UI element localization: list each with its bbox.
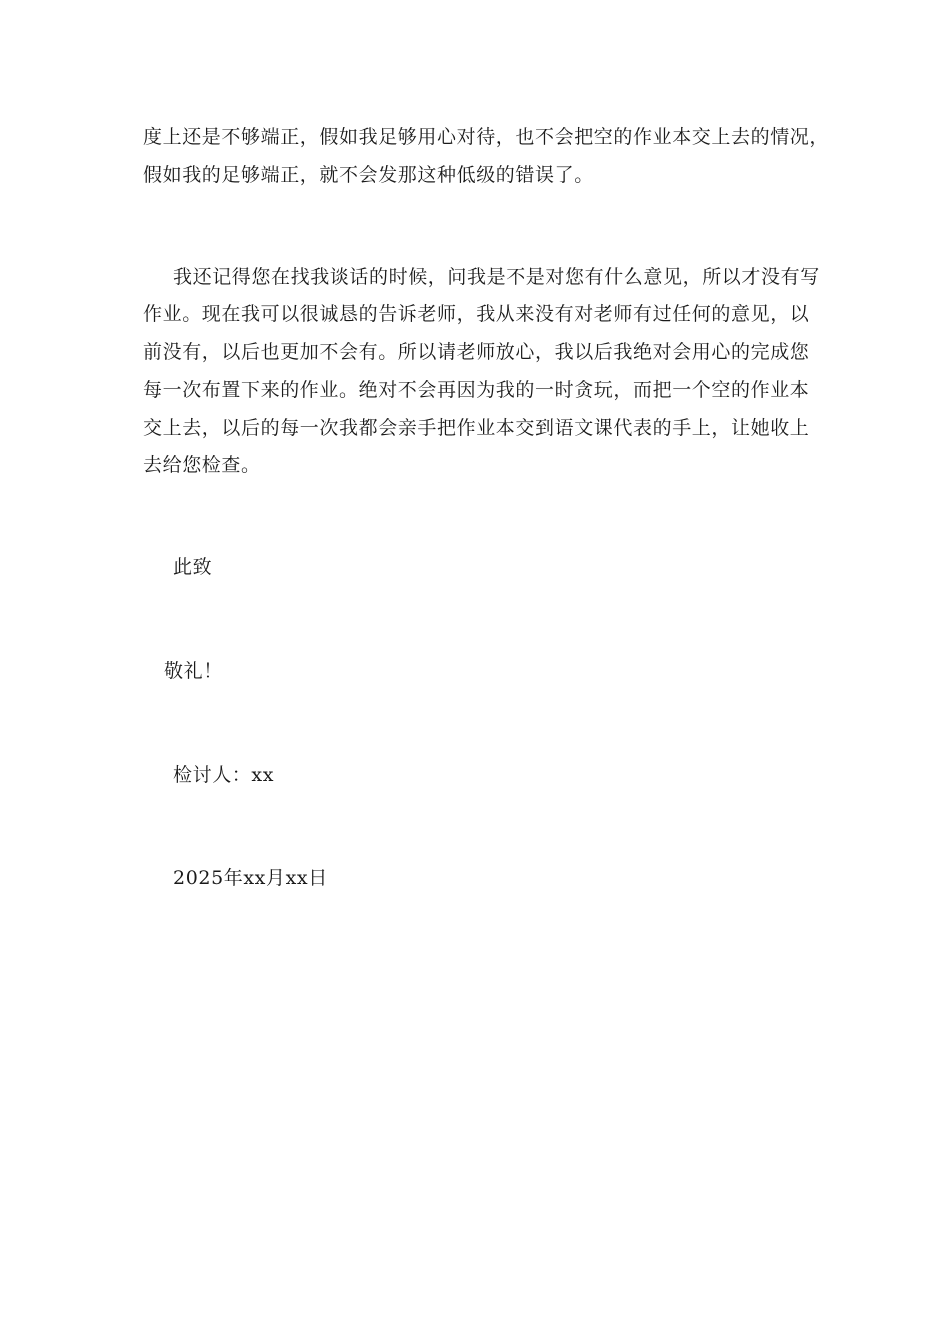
date-line: 2025年xx月xx日	[173, 867, 328, 889]
paragraph-2-line-1: 我还记得您在找我谈话的时候，问我是不是对您有什么意见，所以才没有写	[173, 266, 820, 288]
paragraph-1-line-1: 度上还是不够端正，假如我足够用心对待，也不会把空的作业本交上去的情况，	[143, 126, 830, 148]
paragraph-2-line-3: 前没有，以后也更加不会有。所以请老师放心，我以后我绝对会用心的完成您	[143, 341, 810, 363]
signer-line: 检讨人：xx	[173, 764, 275, 786]
paragraph-2-line-6: 去给您检查。	[143, 454, 261, 476]
closing-regards: 敬礼！	[164, 660, 223, 682]
paragraph-2-line-2: 作业。现在我可以很诚恳的告诉老师，我从来没有对老师有过任何的意见，以	[143, 303, 810, 325]
paragraph-2-line-4: 每一次布置下来的作业。绝对不会再因为我的一时贪玩，而把一个空的作业本	[143, 379, 810, 401]
paragraph-2-line-5: 交上去，以后的每一次我都会亲手把作业本交到语文课代表的手上，让她收上	[143, 417, 810, 439]
paragraph-1-line-2: 假如我的足够端正，就不会发那这种低级的错误了。	[143, 164, 594, 186]
closing-salutation: 此致	[173, 556, 213, 578]
